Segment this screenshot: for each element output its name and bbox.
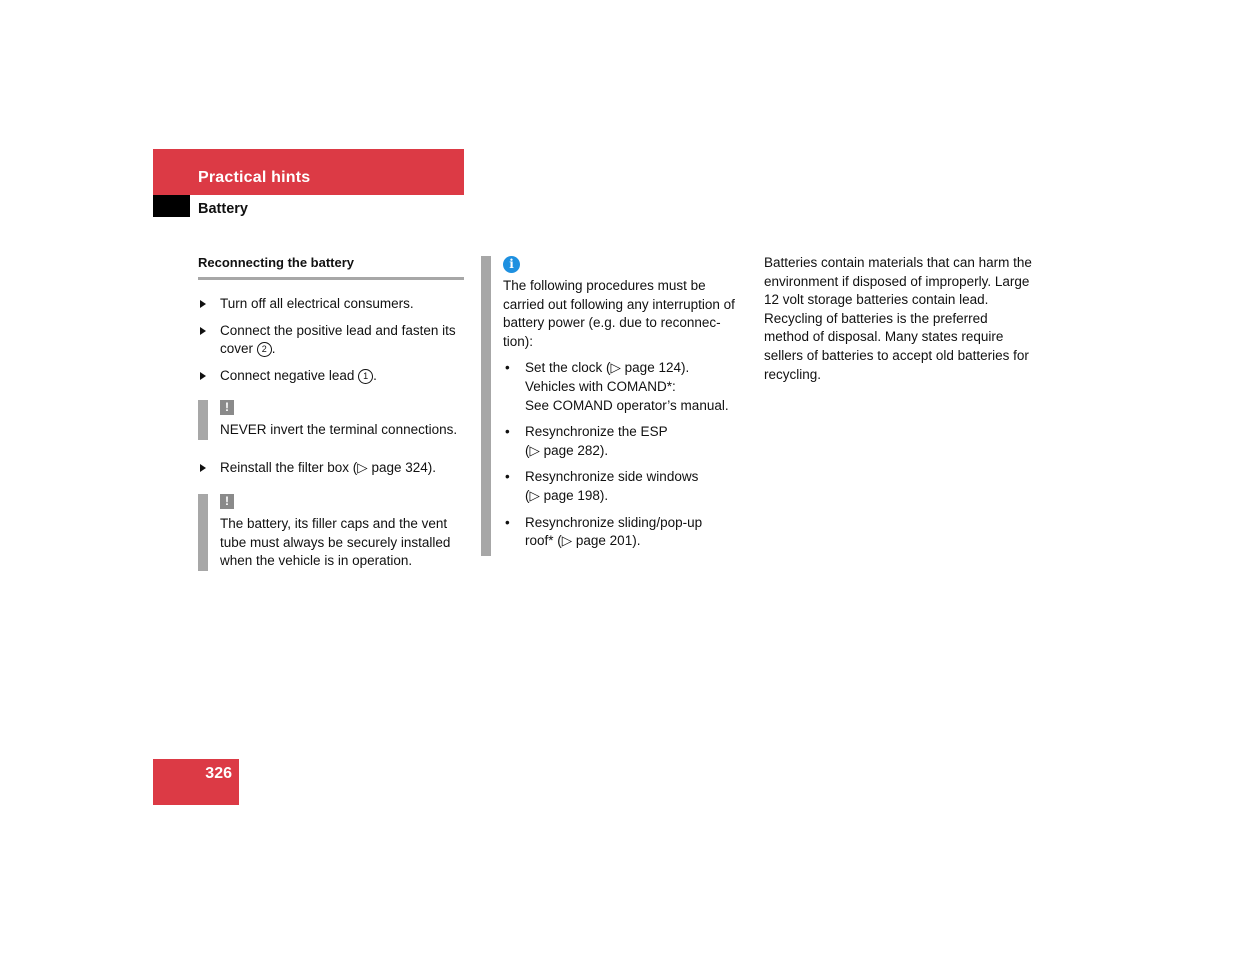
bullet-icon: • xyxy=(505,360,510,376)
list-item xyxy=(503,514,747,551)
page-number-box xyxy=(153,759,239,805)
step-arrow-icon xyxy=(200,464,206,472)
warning-text: NEVER invert the terminal connections. xyxy=(220,421,458,437)
header-tab xyxy=(153,195,190,217)
bullet-icon: • xyxy=(505,424,510,440)
step-item xyxy=(198,295,464,314)
step-item xyxy=(198,459,464,478)
step-item xyxy=(198,322,464,359)
bullet-icon: • xyxy=(505,514,510,530)
list-line: roof* (▷ page 201). xyxy=(525,533,641,549)
header-banner xyxy=(153,149,464,195)
list-line: Resynchronize sliding/pop-up xyxy=(525,514,703,530)
bullet-icon: • xyxy=(505,469,510,485)
page-number: 326 xyxy=(205,765,232,782)
step-text: Connect the positive lead and fasten its cover xyxy=(220,322,456,357)
step-text: Turn off all electrical consumers. xyxy=(220,295,414,311)
list-item xyxy=(503,468,747,505)
section-heading: Reconnecting the battery xyxy=(198,254,464,280)
list-line: Set the clock (▷ page 124). xyxy=(525,360,690,376)
warning-icon: ! xyxy=(220,400,234,415)
list-line: Resynchronize side windows xyxy=(525,469,699,485)
list-line: (▷ page 198). xyxy=(525,487,609,503)
step-arrow-icon xyxy=(200,327,206,335)
step-text: Connect negative lead xyxy=(220,368,355,384)
step-text: Reinstall the filter box (▷ page 324). xyxy=(220,459,436,475)
list-item xyxy=(503,359,747,415)
list-line: Resynchronize the ESP xyxy=(525,424,668,440)
list-line: Vehicles with COMAND*: xyxy=(525,378,676,394)
step-end: . xyxy=(373,368,377,384)
section-title: Practical hints xyxy=(198,169,311,186)
warning-text: The battery, its filler caps and the vent tube must always be securely installed when the vehicle is in operation. xyxy=(220,516,451,569)
warning-box xyxy=(198,400,464,440)
info-bar xyxy=(481,256,491,556)
list-item xyxy=(503,423,747,460)
list-line: See COMAND operator’s manual. xyxy=(525,397,729,413)
warning-bar xyxy=(198,400,208,440)
environment-note: Batteries contain materials that can harm the environment if disposed of improperly. Large 12 volt storage batteries contain lead. Recycling of batteries is the preferred method of disposal. Many states require sellers of batteries to accept old batteries for recycling. xyxy=(764,255,1032,382)
warning-icon: ! xyxy=(220,494,234,509)
step-arrow-icon xyxy=(200,300,206,308)
warning-bar xyxy=(198,494,208,571)
column-left xyxy=(198,254,464,571)
callout-number: 1 xyxy=(358,369,373,384)
info-icon: i xyxy=(503,256,520,273)
list-line: (▷ page 282). xyxy=(525,442,609,458)
step-item xyxy=(198,367,464,386)
subsection-title: Battery xyxy=(198,201,248,217)
step-arrow-icon xyxy=(200,372,206,380)
warning-box xyxy=(198,494,464,571)
info-intro: The following procedures must be carried out following any interruption of battery power (e.g. due to reconnec-tion): xyxy=(503,278,735,349)
callout-number: 2 xyxy=(257,342,272,357)
info-column xyxy=(481,256,747,556)
step-end: . xyxy=(271,341,276,357)
